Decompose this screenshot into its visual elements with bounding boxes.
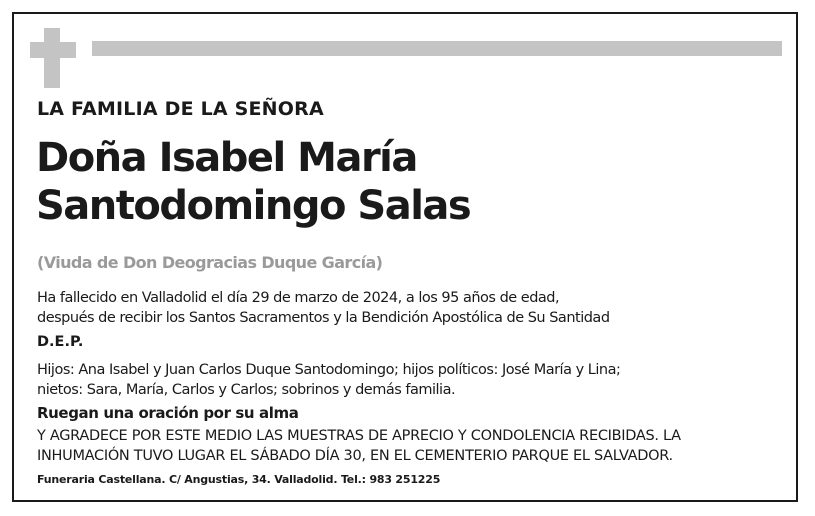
obituary-notice (12, 12, 798, 502)
deceased-name (36, 134, 470, 230)
family-list (37, 360, 620, 400)
family-line-1: Hijos: Ana Isabel y Juan Carlos Duque Santodomingo; hijos políticos: José María y Lina; (37, 362, 621, 378)
intro-heading: LA FAMILIA DE LA SEÑORA (37, 98, 324, 120)
funeral-home-info: Funeraria Castellana. C/ Angustias, 34. Valladolid. Tel.: 983 251225 (37, 473, 441, 486)
cross-icon (30, 28, 76, 88)
deceased-name-line-1: Doña Isabel María (36, 135, 417, 181)
decorative-bar (92, 41, 782, 56)
thanks-line-2: INHUMACIÓN TUVO LUGAR EL SÁBADO DÍA 30, EN EL CEMENTERIO PARQUE EL SALVADOR. (37, 448, 673, 464)
prayer-request: Ruegan una oración por su alma (37, 404, 299, 422)
widow-of: (Viuda de Don Deogracias Duque García) (37, 253, 383, 272)
thanks-message (37, 426, 681, 466)
death-line-2: después de recibir los Santos Sacramentos y la Bendición Apostólica de Su Santidad (37, 310, 610, 326)
death-announcement (37, 288, 610, 328)
rip-label: D.E.P. (37, 334, 84, 350)
death-line-1: Ha fallecido en Valladolid el día 29 de marzo de 2024, a los 95 años de edad, (37, 290, 560, 306)
family-line-2: nietos: Sara, María, Carlos y Carlos; sobrinos y demás familia. (37, 382, 456, 398)
deceased-name-line-2: Santodomingo Salas (36, 183, 471, 229)
thanks-line-1: Y AGRADECE POR ESTE MEDIO LAS MUESTRAS DE APRECIO Y CONDOLENCIA RECIBIDAS. LA (37, 428, 681, 444)
